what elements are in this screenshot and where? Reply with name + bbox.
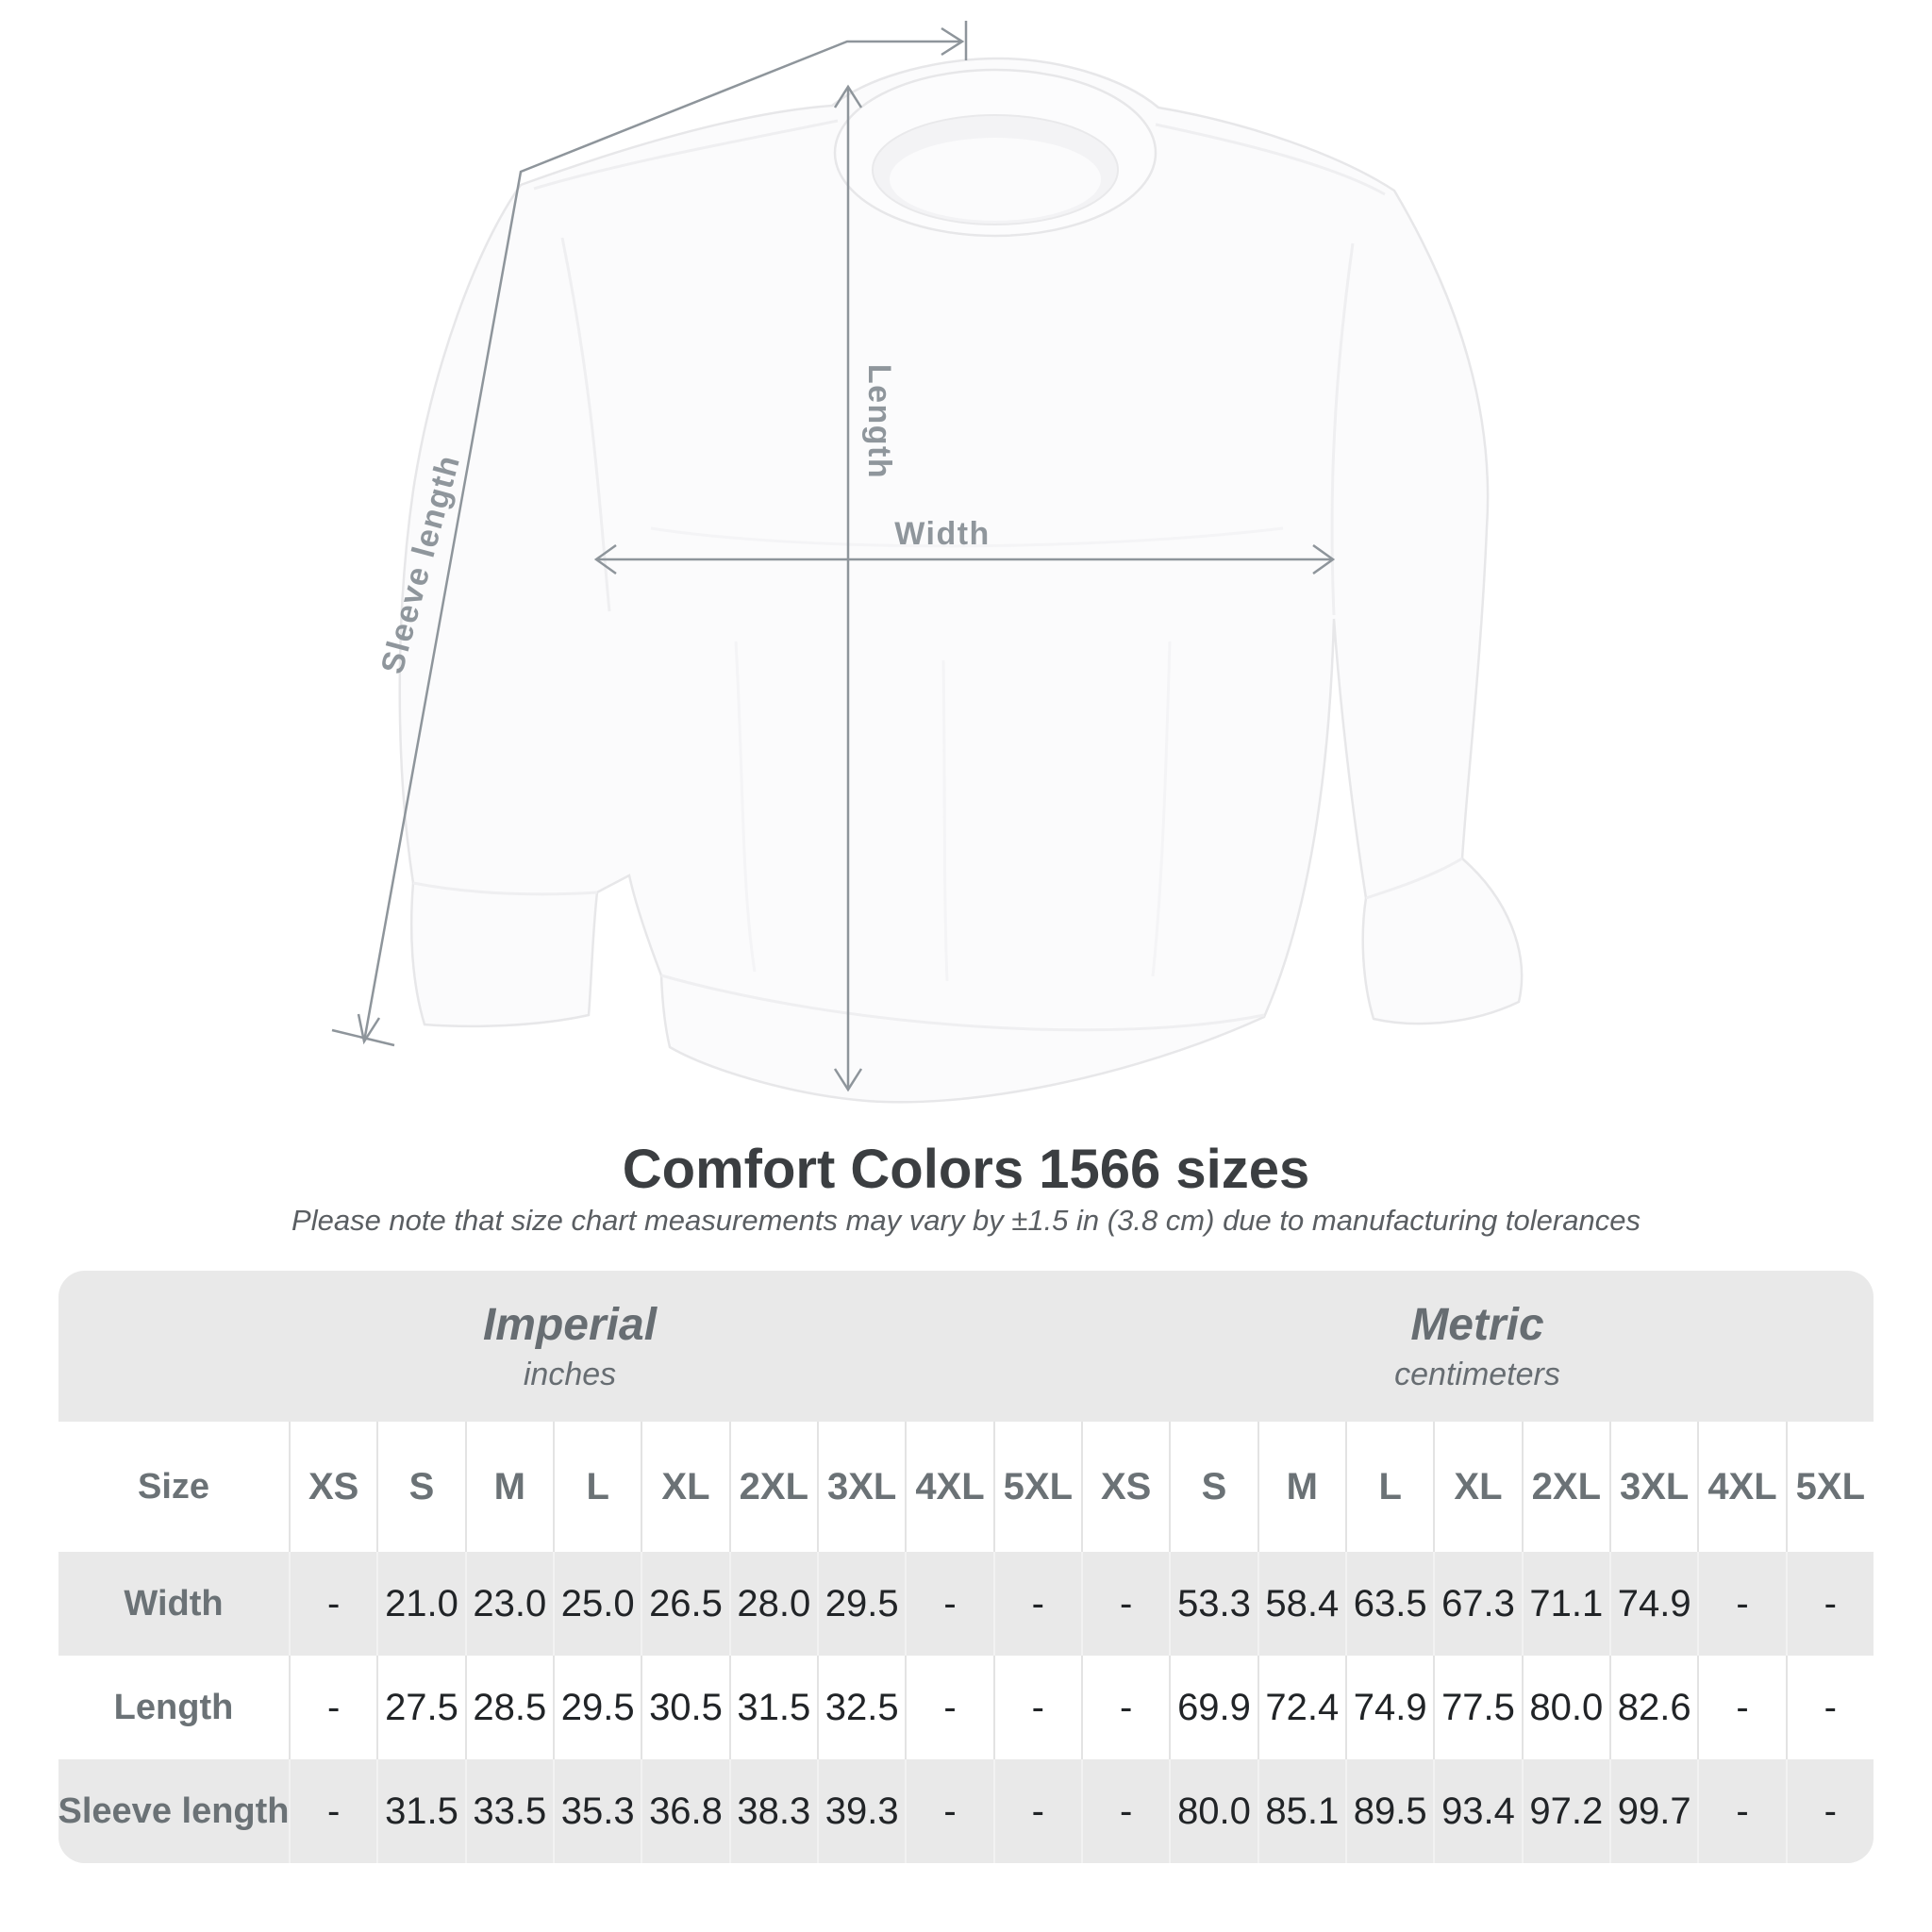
value-cell: 67.3 — [1433, 1552, 1521, 1656]
size-header-metric-2xl: 2XL — [1522, 1422, 1609, 1552]
value-cell: - — [993, 1759, 1081, 1863]
size-header-imperial-l: L — [553, 1422, 641, 1552]
value-cell: 23.0 — [465, 1552, 553, 1656]
value-cell: 69.9 — [1169, 1656, 1257, 1759]
size-header-imperial-3xl: 3XL — [817, 1422, 905, 1552]
value-cell: - — [289, 1552, 376, 1656]
value-cell: - — [1081, 1759, 1169, 1863]
width-label: Width — [894, 516, 991, 552]
value-cell: - — [905, 1656, 992, 1759]
value-cell: 89.5 — [1345, 1759, 1433, 1863]
value-cell: 33.5 — [465, 1759, 553, 1863]
imperial-subtitle: inches — [523, 1357, 617, 1392]
value-cell: - — [1786, 1552, 1874, 1656]
value-cell: 30.5 — [641, 1656, 728, 1759]
value-cell: 99.7 — [1609, 1759, 1697, 1863]
value-cell: 35.3 — [553, 1759, 641, 1863]
value-cell: - — [289, 1656, 376, 1759]
value-cell: 29.5 — [553, 1656, 641, 1759]
size-table — [58, 1271, 1874, 1863]
unit-group-imperial — [58, 1271, 1081, 1422]
size-grid — [58, 1422, 1874, 1863]
page-title: Comfort Colors 1566 sizes — [622, 1139, 1310, 1200]
size-header-imperial-xs: XS — [289, 1422, 376, 1552]
value-cell: - — [1786, 1759, 1874, 1863]
size-header-imperial-2xl: 2XL — [729, 1422, 817, 1552]
value-cell: 93.4 — [1433, 1759, 1521, 1863]
row-label: Width — [58, 1552, 289, 1656]
size-header-imperial-s: S — [376, 1422, 464, 1552]
value-cell: 21.0 — [376, 1552, 464, 1656]
value-cell: 26.5 — [641, 1552, 728, 1656]
sweatshirt-body — [400, 58, 1522, 1102]
value-cell: 29.5 — [817, 1552, 905, 1656]
value-cell: - — [1786, 1656, 1874, 1759]
value-cell: - — [905, 1552, 992, 1656]
length-label: Length — [861, 363, 897, 480]
size-header-metric-3xl: 3XL — [1609, 1422, 1697, 1552]
row-label: Sleeve length — [58, 1759, 289, 1863]
value-cell: 25.0 — [553, 1552, 641, 1656]
value-cell: 58.4 — [1257, 1552, 1345, 1656]
size-header-metric-4xl: 4XL — [1697, 1422, 1785, 1552]
unit-band — [58, 1271, 1874, 1422]
value-cell: 82.6 — [1609, 1656, 1697, 1759]
imperial-title: Imperial — [482, 1300, 658, 1350]
collar — [835, 70, 1156, 236]
value-cell: 28.5 — [465, 1656, 553, 1759]
value-cell: 63.5 — [1345, 1552, 1433, 1656]
metric-subtitle: centimeters — [1394, 1357, 1560, 1392]
value-cell: 53.3 — [1169, 1552, 1257, 1656]
sleeve-length-label: Sleeve length — [374, 450, 468, 678]
metric-title: Metric — [1410, 1300, 1544, 1350]
size-column-header: Size — [58, 1422, 289, 1552]
size-header-metric-l: L — [1345, 1422, 1433, 1552]
size-header-imperial-5xl: 5XL — [993, 1422, 1081, 1552]
value-cell: 38.3 — [729, 1759, 817, 1863]
value-cell: 80.0 — [1522, 1656, 1609, 1759]
value-cell: 85.1 — [1257, 1759, 1345, 1863]
value-cell: 97.2 — [1522, 1759, 1609, 1863]
value-cell: 32.5 — [817, 1656, 905, 1759]
size-header-metric-s: S — [1169, 1422, 1257, 1552]
unit-group-metric — [1081, 1271, 1874, 1422]
value-cell: 80.0 — [1169, 1759, 1257, 1863]
value-cell: - — [289, 1759, 376, 1863]
value-cell: - — [1697, 1552, 1785, 1656]
value-cell: 31.5 — [376, 1759, 464, 1863]
value-cell: 72.4 — [1257, 1656, 1345, 1759]
value-cell: 77.5 — [1433, 1656, 1521, 1759]
tolerance-note: Please note that size chart measurements may vary by ±1.5 in (3.8 cm) due to manufacturing tolerances — [291, 1204, 1641, 1237]
value-cell: 74.9 — [1609, 1552, 1697, 1656]
value-cell: 31.5 — [729, 1656, 817, 1759]
value-cell: - — [1697, 1656, 1785, 1759]
value-cell: - — [905, 1759, 992, 1863]
value-cell: 71.1 — [1522, 1552, 1609, 1656]
value-cell: 36.8 — [641, 1759, 728, 1863]
value-cell: - — [993, 1656, 1081, 1759]
value-cell: 74.9 — [1345, 1656, 1433, 1759]
size-header-imperial-4xl: 4XL — [905, 1422, 992, 1552]
row-label: Length — [58, 1656, 289, 1759]
value-cell: 39.3 — [817, 1759, 905, 1863]
value-cell: 27.5 — [376, 1656, 464, 1759]
value-cell: - — [993, 1552, 1081, 1656]
value-cell: - — [1697, 1759, 1785, 1863]
size-header-metric-xl: XL — [1433, 1422, 1521, 1552]
size-header-imperial-xl: XL — [641, 1422, 728, 1552]
value-cell: - — [1081, 1656, 1169, 1759]
size-header-metric-m: M — [1257, 1422, 1345, 1552]
size-header-metric-5xl: 5XL — [1786, 1422, 1874, 1552]
value-cell: 28.0 — [729, 1552, 817, 1656]
size-header-imperial-m: M — [465, 1422, 553, 1552]
value-cell: - — [1081, 1552, 1169, 1656]
size-header-metric-xs: XS — [1081, 1422, 1169, 1552]
